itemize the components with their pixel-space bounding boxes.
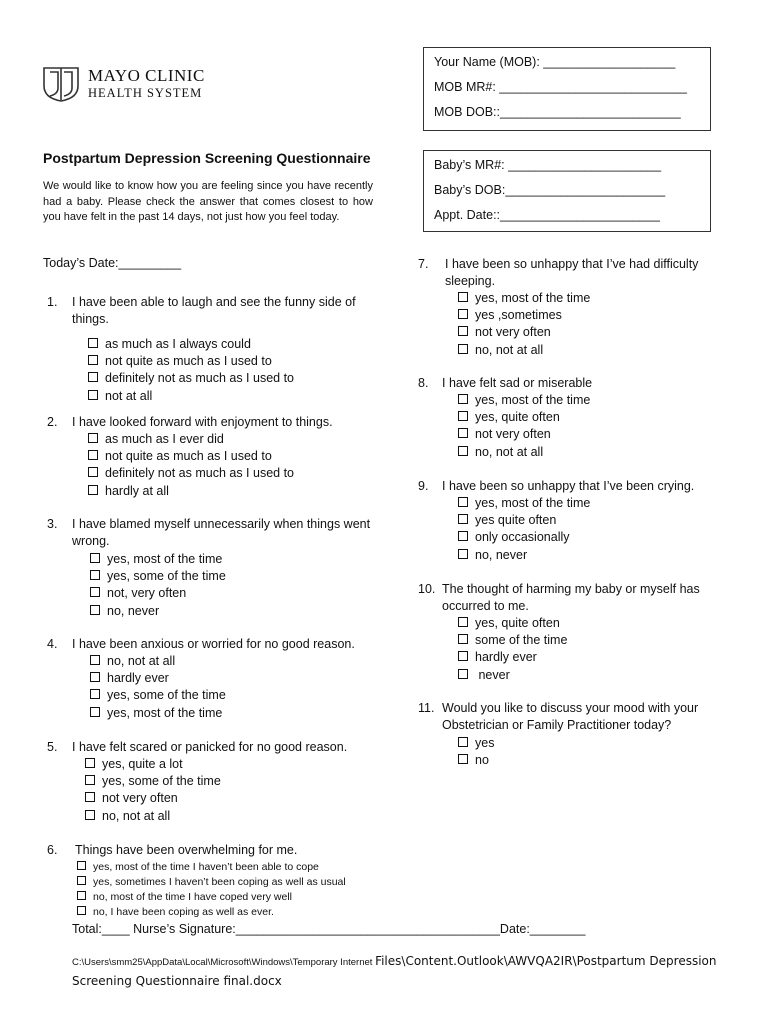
- checkbox-icon[interactable]: [458, 326, 468, 336]
- answer-option[interactable]: [458, 324, 551, 341]
- answer-option[interactable]: [88, 336, 251, 353]
- answer-label: no, never: [475, 547, 528, 562]
- checkbox-icon[interactable]: [88, 372, 98, 382]
- signature-line[interactable]: Total:____ Nurse’s Signature:______________________________________Date:________: [72, 922, 586, 936]
- answer-option[interactable]: [88, 483, 169, 500]
- question-text: I have been able to laugh and see the funny side of: [72, 295, 356, 309]
- checkbox-icon[interactable]: [85, 758, 95, 768]
- checkbox-icon[interactable]: [458, 497, 468, 507]
- question-text: The thought of harming my baby or myself has: [442, 582, 700, 596]
- checkbox-icon[interactable]: [85, 810, 95, 820]
- question-text-continued: sleeping.: [445, 274, 496, 288]
- checkbox-icon[interactable]: [458, 634, 468, 644]
- answer-label: yes, most of the time: [475, 393, 591, 407]
- checkbox-icon[interactable]: [458, 754, 468, 764]
- checkbox-icon[interactable]: [77, 861, 86, 870]
- question-number: 4.: [47, 637, 58, 651]
- question-number: 11.: [418, 701, 435, 715]
- checkbox-icon[interactable]: [88, 338, 98, 348]
- intro-paragraph: We would like to know how you are feeling since you have recently had a baby. Please check the answer that comes closest to how you have felt in the past 14 days, not just how you feel today.: [43, 180, 373, 223]
- answer-option[interactable]: [88, 465, 294, 482]
- question-text: I have been anxious or worried for no good reason.: [72, 637, 355, 651]
- checkbox-icon[interactable]: [90, 605, 100, 615]
- answer-label: no, not at all: [475, 342, 544, 357]
- answer-label: no, not at all: [475, 444, 544, 459]
- answer-option[interactable]: [85, 808, 170, 825]
- appt-date-field[interactable]: Appt. Date::_______________________: [434, 208, 660, 222]
- answer-option[interactable]: [90, 568, 226, 585]
- answer-label: definitely not as much as I used to: [105, 466, 294, 481]
- mayo-clinic-logo: [42, 66, 212, 106]
- question-text: I have blamed myself unnecessarily when things went: [72, 517, 371, 531]
- answer-label: never: [475, 667, 510, 682]
- checkbox-icon[interactable]: [458, 292, 468, 302]
- answer-label: some of the time: [475, 633, 568, 648]
- checkbox-icon[interactable]: [90, 689, 100, 699]
- answer-option[interactable]: [90, 705, 222, 722]
- checkbox-icon[interactable]: [90, 570, 100, 580]
- checkbox-icon[interactable]: [77, 906, 86, 915]
- answer-label: yes: [475, 736, 495, 750]
- answer-option[interactable]: [458, 649, 537, 666]
- checkbox-icon[interactable]: [88, 485, 98, 495]
- question-number: 8.: [418, 376, 429, 390]
- answer-option[interactable]: [88, 431, 224, 448]
- answer-option[interactable]: [88, 353, 272, 370]
- answer-option[interactable]: [88, 370, 294, 387]
- answer-label: as much as I ever did: [105, 432, 224, 446]
- answer-option[interactable]: [90, 603, 159, 620]
- question-number: 9.: [418, 479, 429, 493]
- answer-label: not at all: [105, 388, 153, 403]
- checkbox-icon[interactable]: [458, 411, 468, 421]
- question-number: 1.: [47, 295, 58, 309]
- answer-option[interactable]: [458, 307, 562, 324]
- answer-label: no, not at all: [107, 654, 176, 668]
- checkbox-icon[interactable]: [458, 737, 468, 747]
- question-text: Things have been overwhelming for me.: [75, 843, 298, 857]
- question-number: 10.: [418, 582, 436, 596]
- checkbox-icon[interactable]: [458, 514, 468, 524]
- checkbox-icon[interactable]: [88, 390, 98, 400]
- logo-text-line2: HEALTH SYSTEM: [88, 86, 203, 100]
- answer-label: only occasionally: [475, 530, 570, 545]
- checkbox-icon[interactable]: [90, 587, 100, 597]
- answer-label: yes, some of the time: [107, 569, 226, 584]
- answer-label: yes, most of the time: [475, 291, 591, 305]
- checkbox-icon[interactable]: [90, 553, 100, 563]
- checkbox-icon[interactable]: [90, 672, 100, 682]
- answer-label: no: [475, 753, 489, 768]
- file-path-line2: Screening Questionnaire final.docx: [72, 974, 282, 988]
- file-path-part2: Files\Content.Outlook\AWVQA2IR\Postpartum Depression: [375, 954, 717, 968]
- mayo-shield-icon: [42, 66, 80, 102]
- logo-text-line1: MAYO CLINIC: [88, 66, 205, 85]
- question-text: I have been so unhappy that I’ve had difficulty: [445, 257, 699, 271]
- answer-option[interactable]: [458, 512, 556, 529]
- checkbox-icon[interactable]: [88, 355, 98, 365]
- answer-label: not quite as much as I used to: [105, 449, 272, 464]
- answer-label: yes ,sometimes: [475, 308, 562, 323]
- mob-name-field[interactable]: Your Name (MOB): ___________________: [434, 55, 676, 69]
- answer-option[interactable]: [458, 752, 489, 769]
- question-text: I have looked forward with enjoyment to things.: [72, 415, 333, 429]
- checkbox-icon[interactable]: [458, 549, 468, 559]
- file-path: [72, 954, 716, 968]
- answer-label: not very often: [475, 427, 551, 442]
- answer-option[interactable]: [458, 495, 590, 512]
- answer-option[interactable]: [458, 529, 570, 546]
- answer-label: no, most of the time I have coped very well: [93, 891, 293, 903]
- answer-option[interactable]: [458, 547, 527, 564]
- answer-option[interactable]: [458, 615, 560, 632]
- checkbox-icon[interactable]: [90, 707, 100, 717]
- question-number: 2.: [47, 415, 58, 429]
- checkbox-icon[interactable]: [458, 651, 468, 661]
- answer-label: yes quite often: [475, 513, 557, 528]
- answer-label: not, very often: [107, 586, 187, 601]
- answer-label: yes, sometimes I haven’t been coping as well as usual: [93, 876, 346, 888]
- answer-option[interactable]: [458, 426, 551, 443]
- checkbox-icon[interactable]: [85, 775, 95, 785]
- mob-mr-field[interactable]: MOB MR#: ___________________________: [434, 80, 687, 94]
- answer-option[interactable]: [88, 388, 152, 405]
- question-number: 6.: [47, 843, 58, 857]
- answer-option[interactable]: [85, 790, 178, 807]
- baby-mr-field[interactable]: Baby’s MR#: ______________________: [434, 158, 662, 172]
- answer-label: no, never: [107, 603, 160, 618]
- checkbox-icon[interactable]: [77, 891, 86, 900]
- question-number: 5.: [47, 740, 58, 754]
- checkbox-icon[interactable]: [458, 617, 468, 627]
- question-text-continued: occurred to me.: [442, 599, 529, 613]
- answer-label: not very often: [102, 791, 178, 806]
- answer-label: yes, some of the time: [107, 688, 226, 703]
- checkbox-icon[interactable]: [458, 531, 468, 541]
- question-number: 3.: [47, 517, 58, 531]
- checkbox-icon[interactable]: [458, 669, 468, 679]
- checkbox-icon[interactable]: [88, 433, 98, 443]
- checkbox-icon[interactable]: [458, 428, 468, 438]
- answer-label: yes, most of the time: [107, 705, 223, 720]
- checkbox-icon[interactable]: [458, 344, 468, 354]
- answer-option[interactable]: [90, 585, 186, 602]
- answer-option[interactable]: [90, 551, 222, 568]
- answer-label: not quite as much as I used to: [105, 354, 272, 369]
- question-text: I have felt sad or miserable: [442, 376, 593, 390]
- answer-label: not very often: [475, 325, 551, 340]
- checkbox-icon[interactable]: [458, 309, 468, 319]
- answer-label: hardly ever: [475, 650, 537, 665]
- answer-label: yes, some of the time: [102, 774, 221, 789]
- answer-option[interactable]: [90, 653, 175, 670]
- question-text-continued: wrong.: [72, 534, 110, 548]
- page-title: Postpartum Depression Screening Questionnaire: [43, 150, 371, 166]
- answer-label: yes, most of the time: [107, 552, 223, 566]
- answer-label: no, I have been coping as well as ever.: [93, 906, 274, 918]
- baby-info-box: [423, 150, 711, 232]
- answer-option[interactable]: [458, 290, 590, 307]
- answer-option[interactable]: [85, 756, 183, 773]
- question-text: I have been so unhappy that I’ve been crying.: [442, 479, 695, 493]
- answer-label: as much as I always could: [105, 337, 251, 351]
- answer-option[interactable]: [458, 735, 494, 752]
- checkbox-icon[interactable]: [458, 394, 468, 404]
- answer-option[interactable]: [90, 687, 226, 704]
- checkbox-icon[interactable]: [85, 792, 95, 802]
- answer-option[interactable]: [88, 448, 272, 465]
- answer-label: hardly ever: [107, 671, 169, 686]
- question-text-continued: Obstetrician or Family Practitioner today?: [442, 718, 672, 732]
- question-number: 7.: [418, 257, 429, 271]
- answer-label: yes, most of the time: [475, 496, 591, 510]
- answer-option[interactable]: [85, 773, 221, 790]
- mother-info-box: [423, 47, 711, 131]
- answer-label: yes, quite often: [475, 616, 560, 630]
- answer-option[interactable]: [458, 667, 510, 684]
- checkbox-icon[interactable]: [77, 876, 86, 885]
- answer-option[interactable]: [90, 670, 169, 687]
- answer-option[interactable]: [458, 444, 543, 461]
- checkbox-icon[interactable]: [90, 655, 100, 665]
- answer-label: yes, most of the time I haven’t been able to cope: [93, 861, 319, 873]
- baby-dob-field[interactable]: Baby’s DOB:_______________________: [434, 183, 666, 197]
- question-text: I have felt scared or panicked for no good reason.: [72, 740, 348, 754]
- todays-date-field[interactable]: Today’s Date:_________: [43, 256, 182, 270]
- answer-label: yes, quite a lot: [102, 757, 183, 771]
- answer-option[interactable]: [458, 392, 590, 409]
- answer-option[interactable]: [458, 409, 560, 426]
- file-path-part1: C:\Users\smm25\AppData\Local\Microsoft\Windows\Temporary Internet: [72, 957, 376, 968]
- checkbox-icon[interactable]: [458, 446, 468, 456]
- checkbox-icon[interactable]: [88, 467, 98, 477]
- answer-option[interactable]: [458, 632, 567, 649]
- answer-label: definitely not as much as I used to: [105, 371, 294, 386]
- answer-option[interactable]: [77, 904, 274, 921]
- mob-dob-field[interactable]: MOB DOB::__________________________: [434, 105, 681, 119]
- answer-label: hardly at all: [105, 483, 169, 498]
- answer-option[interactable]: [458, 342, 543, 359]
- question-text-continued: things.: [72, 312, 109, 326]
- answer-label: no, not at all: [102, 808, 171, 823]
- question-text: Would you like to discuss your mood with your: [442, 701, 699, 715]
- checkbox-icon[interactable]: [88, 450, 98, 460]
- answer-label: yes, quite often: [475, 410, 560, 425]
